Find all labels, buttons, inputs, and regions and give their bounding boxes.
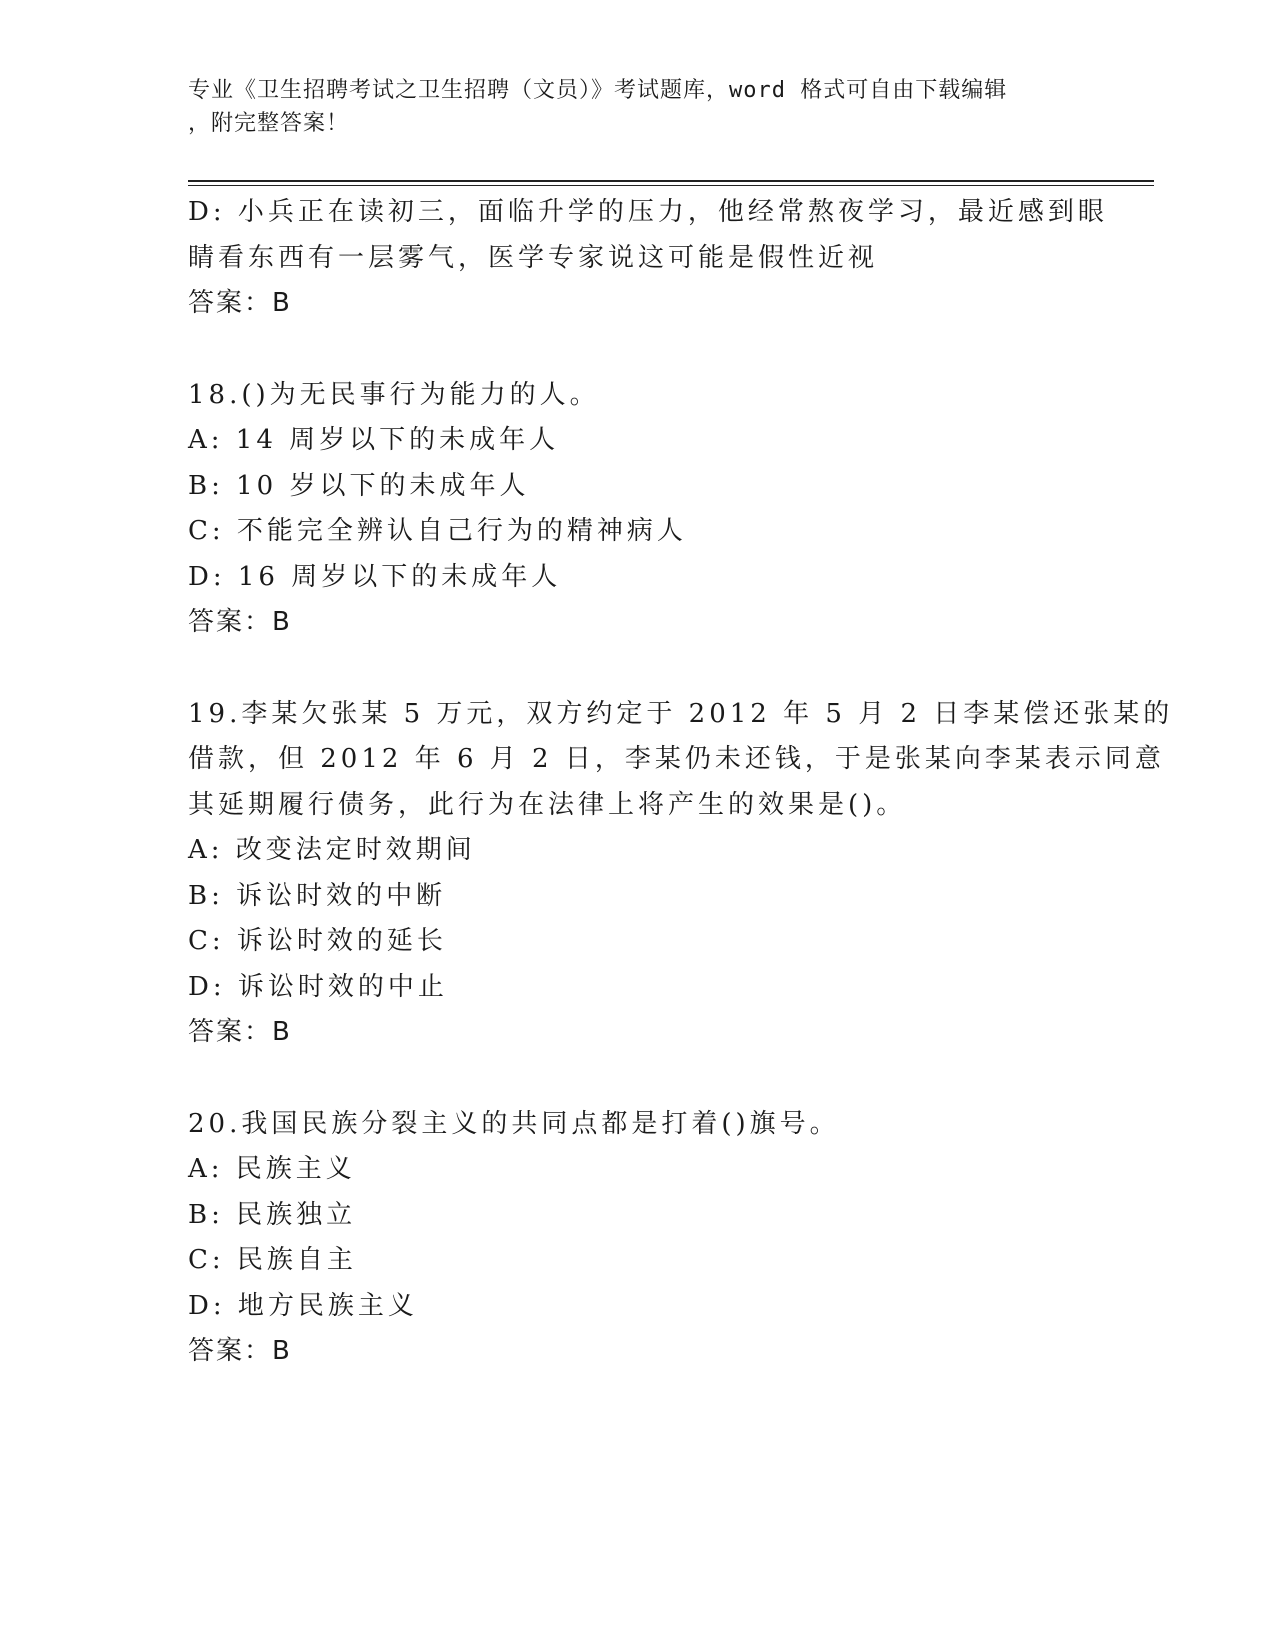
option-d: D: 16 周岁以下的未成年人 [188,561,562,592]
option-c: C: 诉讼时效的延长 [188,926,447,956]
header-divider-thin [188,185,1154,186]
question-stem-line-1: 19.李某欠张某 5 万元，双方约定于 2012 年 5 月 2 日李某偿还张某的 [188,698,1174,729]
option-b: B: 民族独立 [188,1199,357,1230]
option-c: C: 不能完全辨认自己行为的精神病人 [188,516,687,546]
question-stem: 18.()为无民事行为能力的人。 [188,379,600,410]
header-line-2: ，附完整答案！ [188,111,350,136]
question-stem-line-2: 借款，但 2012 年 6 月 2 日，李某仍未还钱，于是张某向李某表示同意 [188,744,1165,774]
spacer [188,1056,1088,1102]
question-18 [188,373,1088,646]
option-a: A: 改变法定时效期间 [188,835,476,865]
answer-text: 答案：B [188,288,292,318]
question-20 [188,1102,1088,1375]
answer-text: 答案：B [188,1336,292,1366]
spacer [188,327,1088,373]
option-d-line-2: 睛看东西有一层雾气，医学专家说这可能是假性近视 [188,242,879,273]
question-stem-line-3: 其延期履行债务，此行为在法律上将产生的效果是()。 [188,789,907,820]
option-a: A: 14 周岁以下的未成年人 [188,425,560,455]
spacer [188,646,1088,692]
header-divider-thick [188,180,1154,182]
question-17-tail [188,190,1108,327]
option-a: A: 民族主义 [188,1154,356,1184]
option-d: D: 地方民族主义 [188,1290,418,1321]
answer-text: 答案：B [188,607,292,637]
option-d: D: 诉讼时效的中止 [188,971,448,1002]
question-stem: 20.我国民族分裂主义的共同点都是打着()旗号。 [188,1108,840,1139]
option-d-line-1: D: 小兵正在读初三，面临升学的压力，他经常熬夜学习，最近感到眼 [188,197,1108,227]
option-c: C: 民族自主 [188,1245,357,1275]
question-19 [188,692,1174,1056]
question-list [188,190,1174,1375]
option-b: B: 诉讼时效的中断 [188,880,447,911]
document-header [188,74,1088,140]
option-b: B: 10 岁以下的未成年人 [188,470,530,501]
header-line-1: 专业《卫生招聘考试之卫生招聘（文员）》考试题库，word 格式可自由下载编辑 [188,78,1008,103]
answer-text: 答案：B [188,1017,292,1047]
